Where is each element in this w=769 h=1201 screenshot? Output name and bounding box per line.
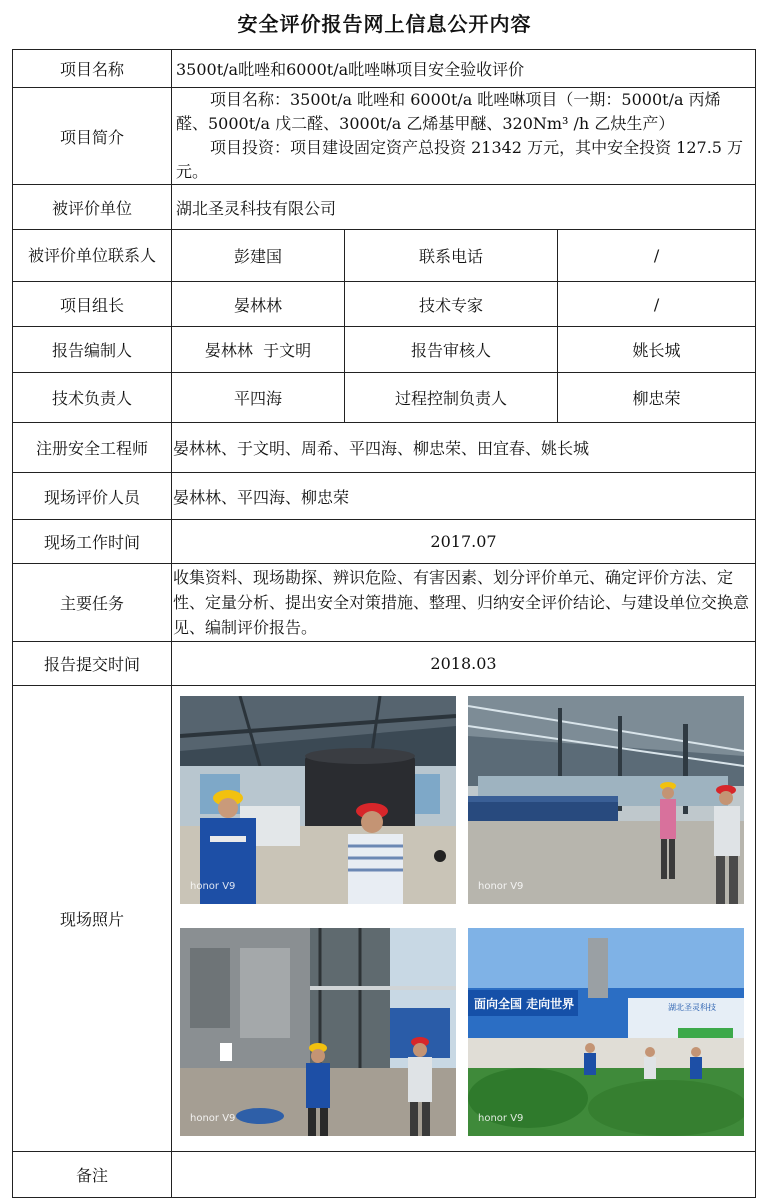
row-tasks — [13, 564, 756, 642]
page-title: 安全评价报告网上信息公开内容 — [237, 12, 532, 36]
site-photo-1 — [180, 696, 456, 904]
watermark-model: V9 — [222, 1112, 236, 1124]
submit-time-label: 报告提交时间 — [13, 642, 172, 686]
project-intro-line2: 项目投资：项目建设固定资产总投资 21342 万元，其中安全投资 127.5 万元。 — [176, 138, 744, 181]
site-time-value: 2017.07 — [172, 520, 756, 564]
row-site-staff — [13, 473, 756, 520]
evaluated-unit-value: 湖北圣灵科技有限公司 — [172, 185, 756, 230]
watermark-brand: honor — [190, 880, 220, 892]
site-photo-4 — [468, 928, 744, 1136]
contact-label: 被评价单位联系人 — [13, 230, 172, 282]
row-engineers — [13, 423, 756, 473]
leader-value: 晏林林 — [172, 282, 345, 327]
phone-value: / — [558, 230, 756, 282]
site-photo-3 — [180, 928, 456, 1136]
tech-label: 技术负责人 — [13, 373, 172, 423]
tech-value: 平四海 — [172, 373, 345, 423]
remarks-value — [172, 1152, 756, 1198]
row-site-time — [13, 520, 756, 564]
row-project-intro — [13, 88, 756, 185]
site-time-label: 现场工作时间 — [13, 520, 172, 564]
submit-time-value: 2018.03 — [172, 642, 756, 686]
evaluated-unit-label: 被评价单位 — [13, 185, 172, 230]
photos-cell — [172, 686, 756, 1152]
row-leader — [13, 282, 756, 327]
watermark-brand: honor — [190, 1112, 220, 1124]
contact-value: 彭建国 — [172, 230, 345, 282]
row-photos — [13, 686, 756, 1152]
site-photo-2 — [468, 696, 744, 904]
remarks-label: 备注 — [13, 1152, 172, 1198]
reviewer-value: 姚长城 — [558, 327, 756, 373]
row-compiler — [13, 327, 756, 373]
photo-watermark — [190, 1113, 235, 1124]
building-sign-text: 湖北圣灵科技 — [668, 1002, 716, 1012]
watermark-brand: honor — [478, 880, 508, 892]
compiler-value: 晏林林 于文明 — [172, 327, 345, 373]
expert-value: / — [558, 282, 756, 327]
row-remarks — [13, 1152, 756, 1198]
watermark-model: V9 — [510, 880, 524, 892]
project-intro-line1: 项目名称：3500t/a 吡唑和 6000t/a 吡唑啉项目（一期：5000t/a 丙烯醛、5000t/a 戊二醛、3000t/a 乙烯基甲醚、320Nm³ /h 乙炔生产） — [176, 90, 721, 133]
watermark-model: V9 — [222, 880, 236, 892]
project-name-label: 项目名称 — [13, 50, 172, 88]
project-intro-label: 项目简介 — [13, 88, 172, 185]
photo-watermark — [478, 881, 523, 892]
gate-sign-text: 面向全国 走向世界 — [474, 996, 575, 1011]
engineers-label: 注册安全工程师 — [13, 423, 172, 473]
photos-label: 现场照片 — [13, 686, 172, 1152]
project-name-value: 3500t/a吡唑和6000t/a吡唑啉项目安全验收评价 — [172, 50, 756, 88]
row-tech — [13, 373, 756, 423]
site-staff-label: 现场评价人员 — [13, 473, 172, 520]
leader-label: 项目组长 — [13, 282, 172, 327]
site-staff-value: 晏林林、平四海、柳忠荣 — [172, 473, 756, 520]
row-project-name — [13, 50, 756, 88]
info-table — [12, 49, 756, 1198]
photo-watermark — [478, 1113, 523, 1124]
row-evaluated-unit — [13, 185, 756, 230]
process-value: 柳忠荣 — [558, 373, 756, 423]
photo-grid — [172, 688, 755, 1150]
tasks-label: 主要任务 — [13, 564, 172, 642]
engineers-value: 晏林林、于文明、周希、平四海、柳忠荣、田宜春、姚长城 — [172, 423, 756, 473]
project-intro-value — [172, 88, 756, 185]
watermark-model: V9 — [510, 1112, 524, 1124]
row-contact — [13, 230, 756, 282]
watermark-brand: honor — [478, 1112, 508, 1124]
tasks-value: 收集资料、现场勘探、辨识危险、有害因素、划分评价单元、确定评价方法、定性、定量分析、提出安全对策措施、整理、归纳安全评价结论、与建设单位交换意见、编制评价报告。 — [172, 564, 756, 642]
process-label: 过程控制负责人 — [345, 373, 558, 423]
compiler-label: 报告编制人 — [13, 327, 172, 373]
expert-label: 技术专家 — [345, 282, 558, 327]
photo-watermark — [190, 881, 235, 892]
row-submit-time — [13, 642, 756, 686]
reviewer-label: 报告审核人 — [345, 327, 558, 373]
phone-label: 联系电话 — [345, 230, 558, 282]
